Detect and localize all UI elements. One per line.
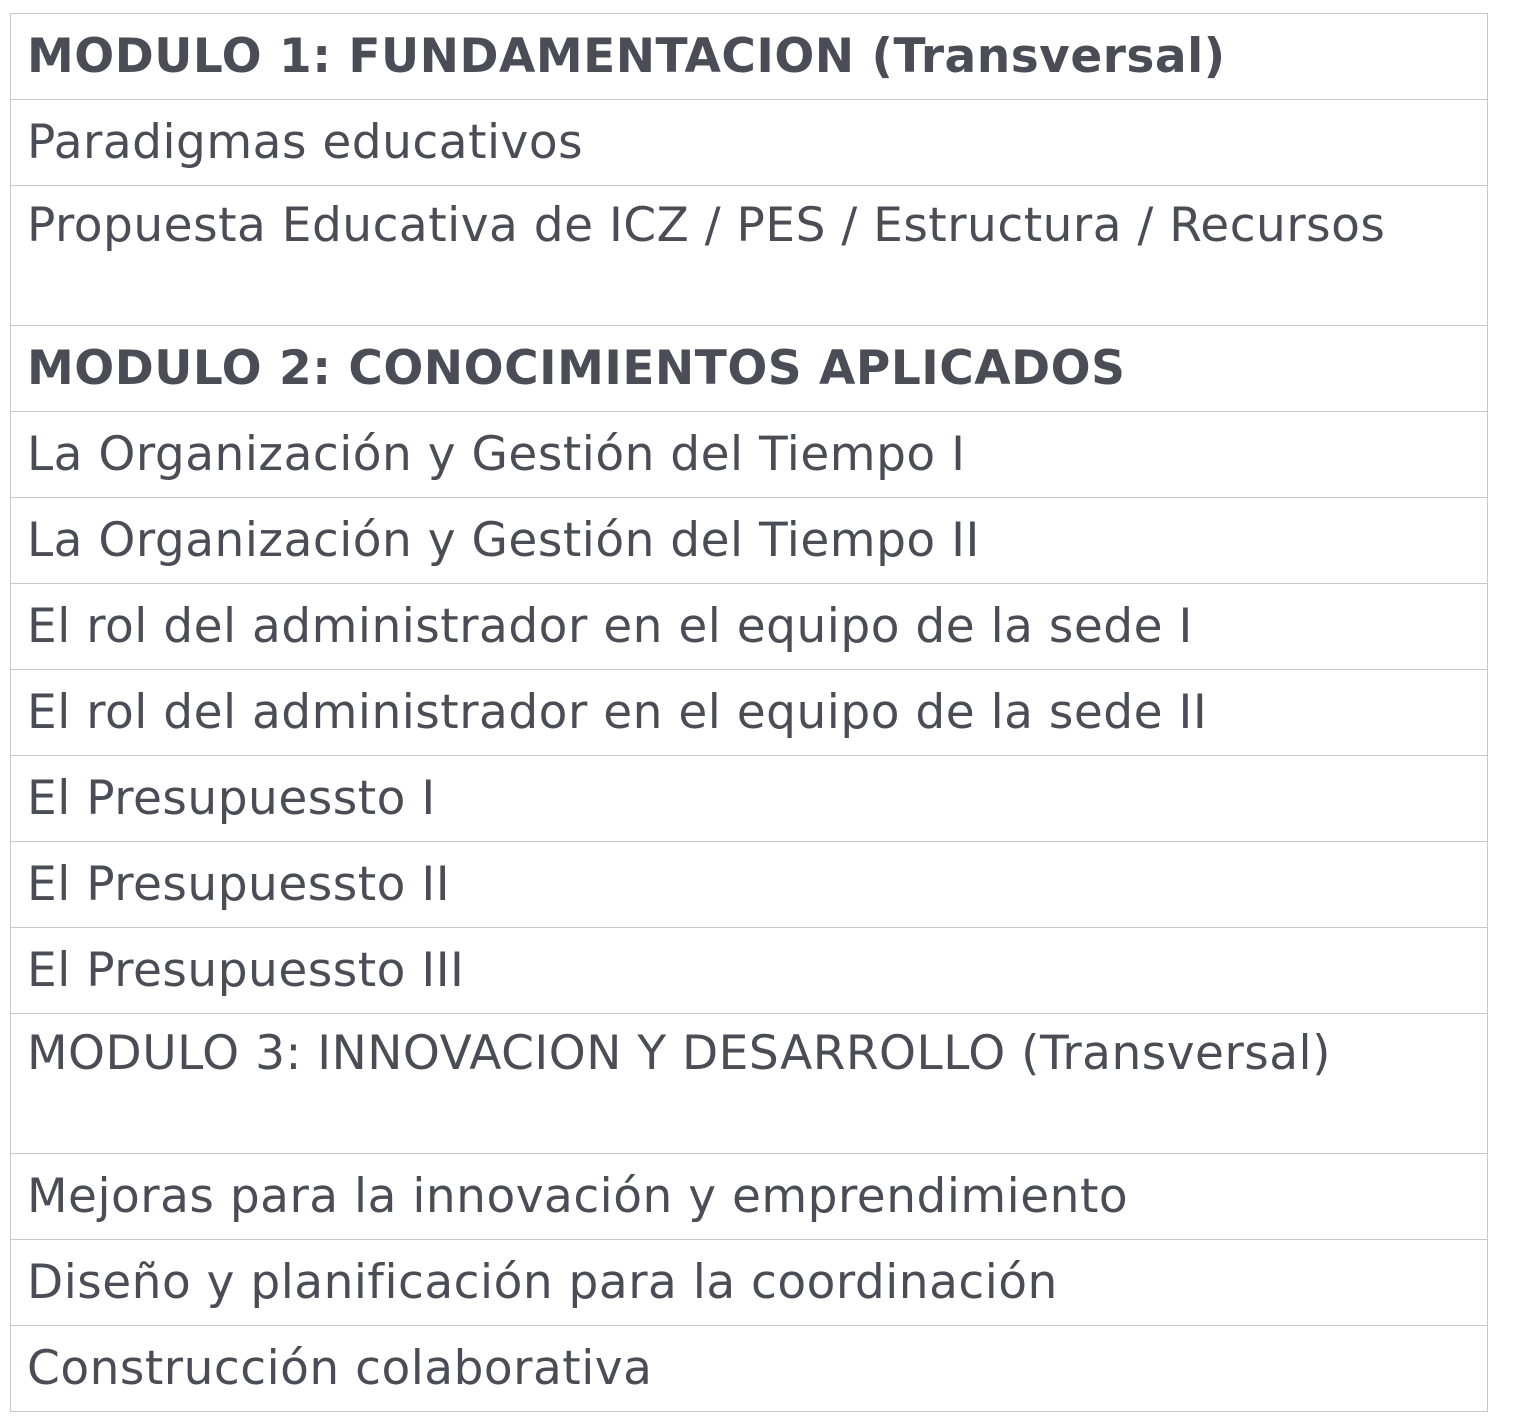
table-row-module-2 xyxy=(11,326,1488,412)
table-row xyxy=(11,756,1488,842)
table-row xyxy=(11,928,1488,1014)
course-item: El Presupuessto I xyxy=(11,756,1488,842)
course-item: Mejoras para la innovación y emprendimiento xyxy=(11,1154,1488,1240)
module-1-heading: MODULO 1: FUNDAMENTACION (Transversal) xyxy=(11,14,1488,100)
table-row-module-1 xyxy=(11,14,1488,100)
course-item: Diseño y planificación para la coordinación xyxy=(11,1240,1488,1326)
course-item: El Presupuessto III xyxy=(11,928,1488,1014)
table-row xyxy=(11,100,1488,186)
table-row xyxy=(11,584,1488,670)
course-item: El rol del administrador en el equipo de la sede I xyxy=(11,584,1488,670)
course-item: La Organización y Gestión del Tiempo I xyxy=(11,412,1488,498)
table-row xyxy=(11,842,1488,928)
module-2-heading: MODULO 2: CONOCIMIENTOS APLICADOS xyxy=(11,326,1488,412)
module-3-heading: MODULO 3: INNOVACION Y DESARROLLO (Transversal) xyxy=(11,1014,1488,1154)
table-row-module-3 xyxy=(11,1014,1488,1154)
course-item: Paradigmas educativos xyxy=(11,100,1488,186)
course-item: La Organización y Gestión del Tiempo II xyxy=(11,498,1488,584)
table-row xyxy=(11,1326,1488,1412)
course-item: El rol del administrador en el equipo de la sede II xyxy=(11,670,1488,756)
table-row xyxy=(11,498,1488,584)
table-row xyxy=(11,1240,1488,1326)
course-item: El Presupuessto II xyxy=(11,842,1488,928)
course-item: Propuesta Educativa de ICZ / PES / Estructura / Recursos xyxy=(11,186,1488,326)
table-row xyxy=(11,412,1488,498)
table-row xyxy=(11,186,1488,326)
course-item: Construcción colaborativa xyxy=(11,1326,1488,1412)
table-row xyxy=(11,1154,1488,1240)
course-table xyxy=(10,13,1488,1412)
table-row xyxy=(11,670,1488,756)
